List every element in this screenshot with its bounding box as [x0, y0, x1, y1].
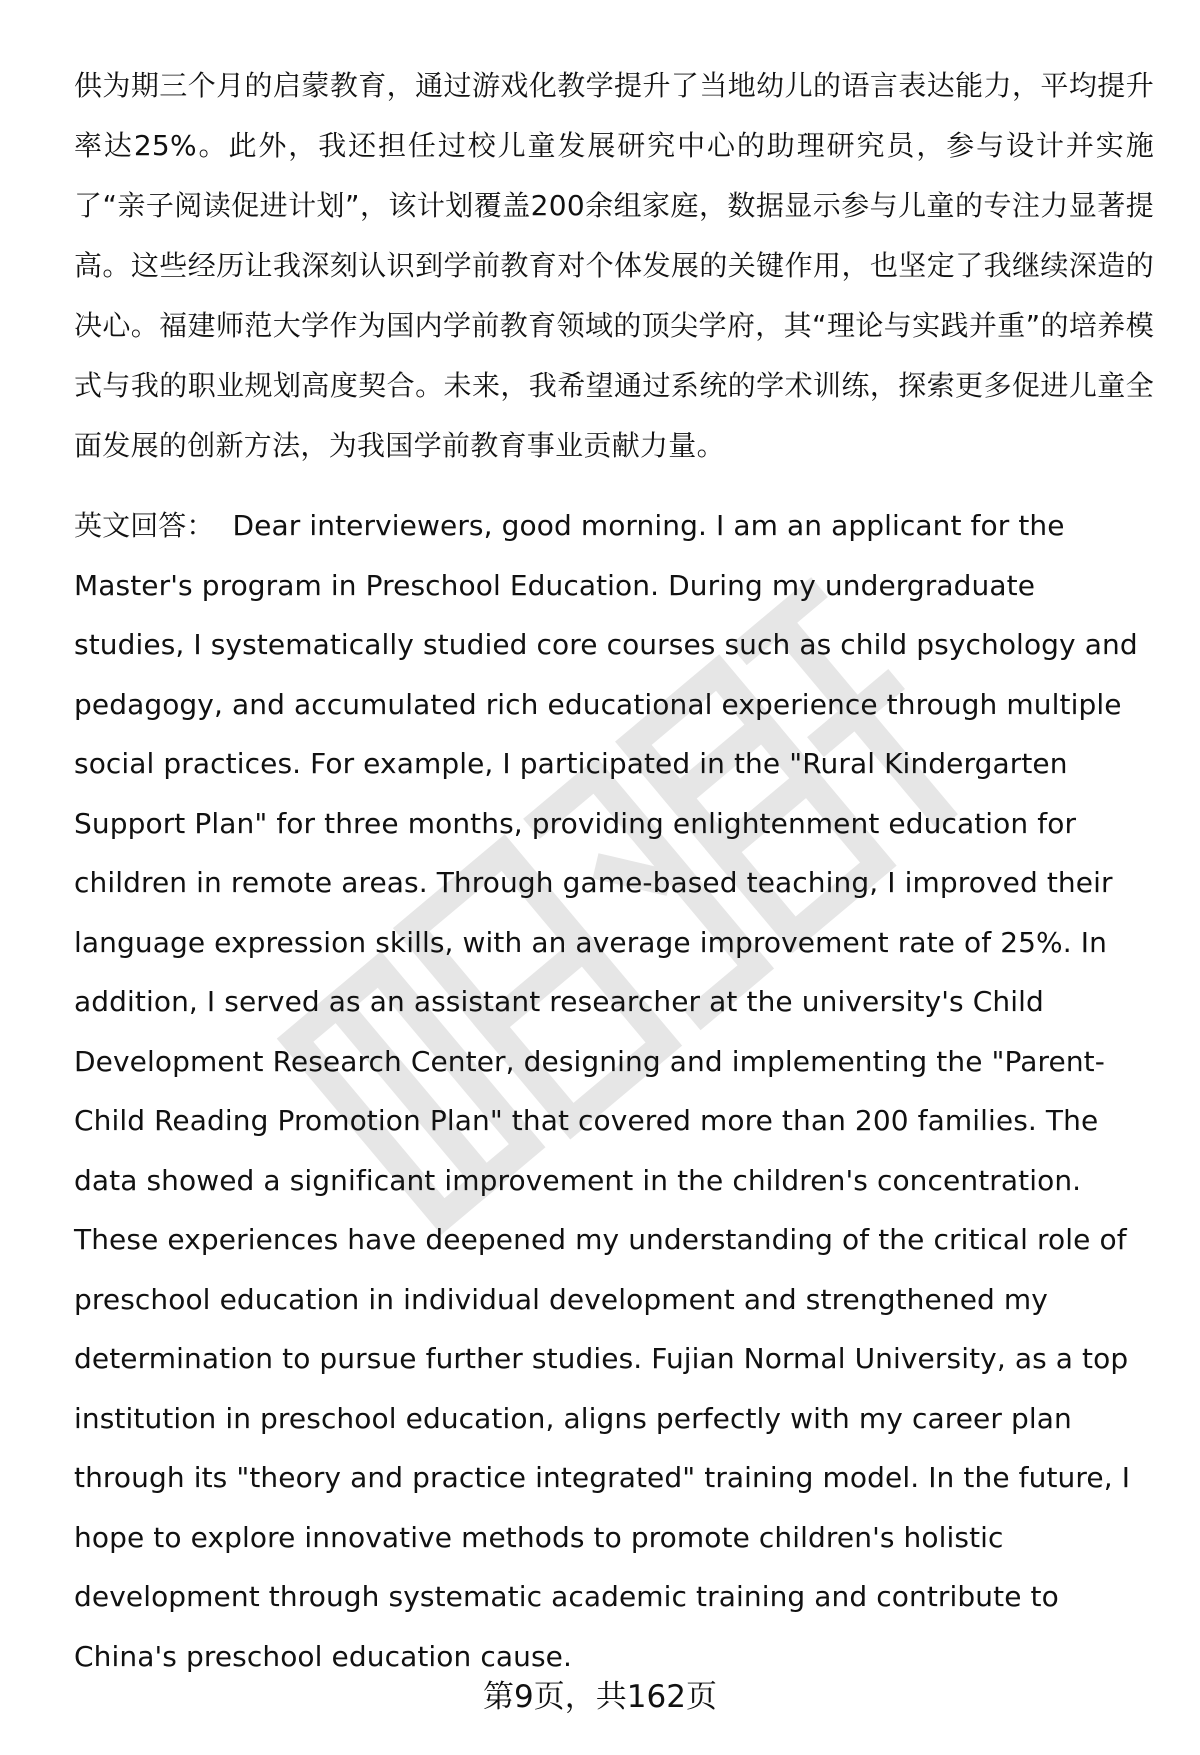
english-answer-label: 英文回答： — [74, 509, 215, 542]
english-answer-text: Dear interviewers, good morning. I am an applicant for the Master's program in Preschool Education. During my undergraduate studies, I systematically studied core courses such as child psychology and pedagogy, and accumulated rich educational experience through multiple social practices. For example, I participated in the "Rural Kindergarten Support Plan" for three months, providing enlightenment education for children in remote areas. Through game-based teaching, I improved their language expression skills, with an average improvement rate of 25%. In addition, I served as an assistant researcher at the university's Child Development Research Center, designing and implementing the "Parent-Child Reading Promotion Plan" that covered more than 200 families. The data showed a significant improvement in the children's concentration. These experiences have deepened my understanding of the critical role of preschool education in individual development and strengthened my determination to pursue further studies. Fujian Normal University, as a top institution in preschool education, aligns perfectly with my career plan through its "theory and practice integrated" training model. In the future, I hope to explore innovative methods to promote children's holistic development through systematic academic training and contribute to China's preschool education cause. — [74, 509, 1138, 1673]
page-number: 第9页，共162页 — [483, 1679, 717, 1715]
english-answer-paragraph — [74, 496, 1154, 1686]
document-body — [74, 56, 1154, 1686]
chinese-answer-paragraph: 供为期三个月的启蒙教育，通过游戏化教学提升了当地幼儿的语言表达能力，平均提升率达25%。此外，我还担任过校儿童发展研究中心的助理研究员，参与设计并实施了“亲子阅读促进计划”，该计划覆盖200余组家庭，数据显示参与儿童的专注力显著提高。这些经历让我深刻认识到学前教育对个体发展的关键作用，也坚定了我继续深造的决心。福建师范大学作为国内学前教育领域的顶尖学府，其“理论与实践并重”的培养模式与我的职业规划高度契合。未来，我希望通过系统的学术训练，探索更多促进儿童全面发展的创新方法，为我国学前教育事业贡献力量。 — [74, 69, 1154, 462]
